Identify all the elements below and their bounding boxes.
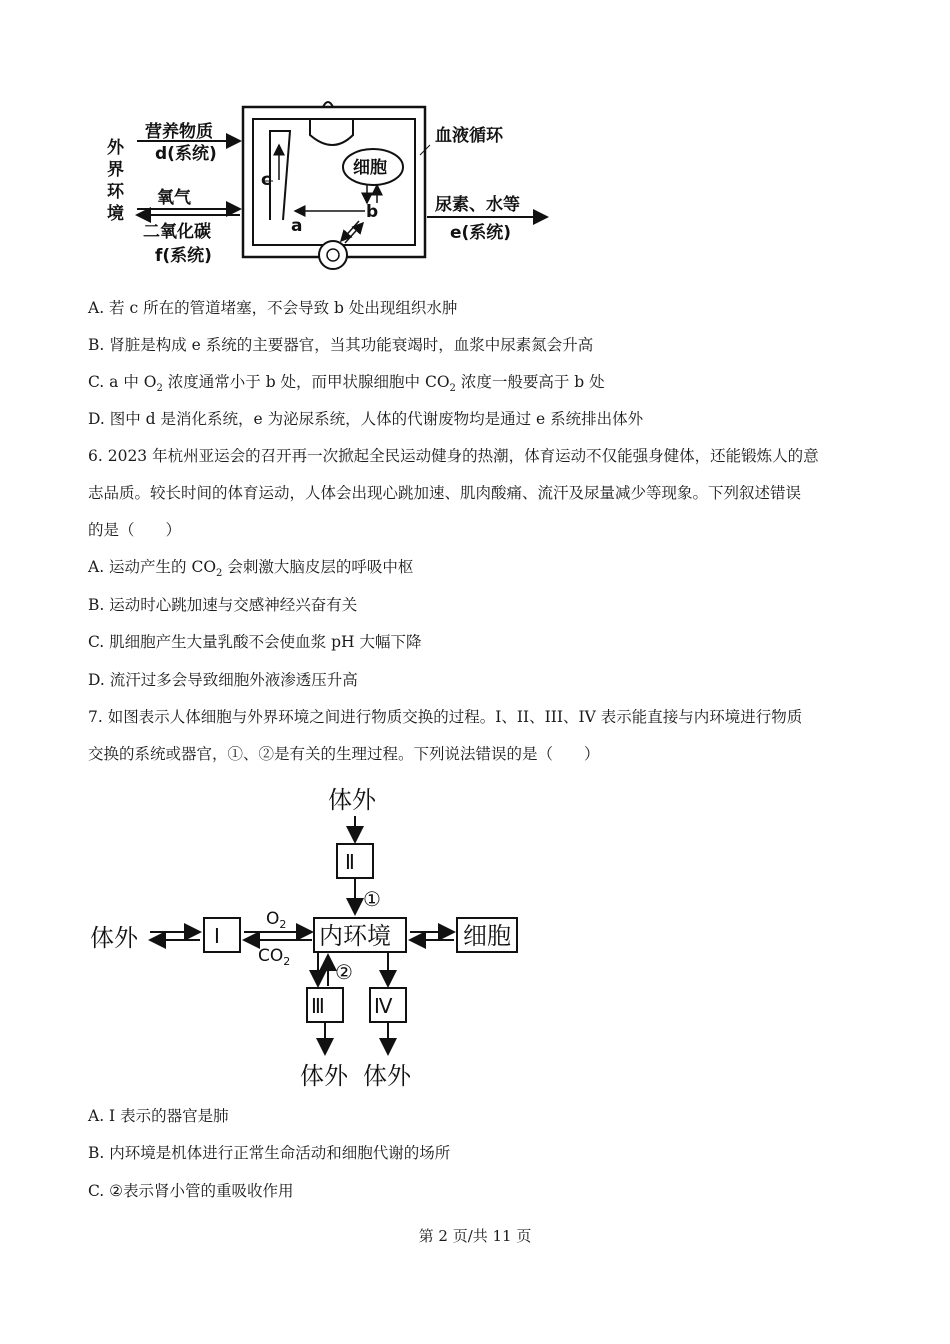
f-system-label: f(系统) xyxy=(155,246,212,266)
q7-option-c: C. ②表示肾小管的重吸收作用 xyxy=(88,1182,294,1200)
lymph-vessel-c xyxy=(270,131,290,220)
q7-stem-line-2: 交换的系统或器官，①、②是有关的生理过程。下列说法错误的是（ ） xyxy=(88,745,600,763)
body-fluid-exchange-diagram xyxy=(95,95,555,280)
outside-env-char-3: 环 xyxy=(107,182,124,202)
q7-option-b: B. 内环境是机体进行正常生命活动和细胞代谢的场所 xyxy=(88,1144,451,1162)
d-system-label: d(系统) xyxy=(155,144,217,164)
nutrients-label: 营养物质 xyxy=(145,122,213,142)
label-a: a xyxy=(291,216,303,236)
q6-option-b: B. 运动时心跳加速与交感神经兴奋有关 xyxy=(88,596,358,614)
q6-stem-line-2: 志品质。较长时间的体育运动，人体会出现心跳加速、肌肉酸痛、流汗及尿量减少等现象。下列叙述错误 xyxy=(88,484,802,502)
page-footer: 第 2 页/共 11 页 xyxy=(418,1227,532,1245)
label-b: b xyxy=(366,202,379,222)
q6-stem-line-3: 的是（ ） xyxy=(88,521,182,539)
internal-environment-diagram xyxy=(88,778,528,1093)
outside-env-char-4: 境 xyxy=(107,204,124,224)
process-1-label: ① xyxy=(363,887,381,911)
box-i-label: Ⅰ xyxy=(214,924,220,948)
q6-option-c: C. 肌细胞产生大量乳酸不会使血浆 pH 大幅下降 xyxy=(88,633,422,651)
box-iii-label: Ⅲ xyxy=(311,994,325,1018)
cell-label-2: 细胞 xyxy=(463,922,511,950)
oxygen-label: 氧气 xyxy=(157,188,191,208)
q7-option-a: A. I 表示的器官是肺 xyxy=(88,1107,229,1125)
blood-circulation-label: 血液循环 xyxy=(435,126,503,146)
outside-bottom-1: 体外 xyxy=(300,1062,348,1090)
q7-stem-line-1: 7. 如图表示人体细胞与外界环境之间进行物质交换的过程。I、II、III、IV 表示能直接与内环境进行物质 xyxy=(88,708,803,726)
outside-bottom-2: 体外 xyxy=(363,1062,411,1090)
q5-option-b: B. 肾脏是构成 e 系统的主要器官，当其功能衰竭时，血浆中尿素氮会升高 xyxy=(88,336,594,354)
box-ii-label: Ⅱ xyxy=(345,850,355,874)
box-i xyxy=(204,918,240,952)
process-2-label: ② xyxy=(335,960,353,984)
o2-label: O xyxy=(266,909,280,929)
q5-option-c: C. a 中 $O_2$ 浓度通常小于 b 处，而甲状腺细胞中 $CO_2$ 浓度一般要高于 b 处 xyxy=(88,373,605,395)
internal-environment-label: 内环境 xyxy=(319,922,391,950)
e-system-label: e(系统) xyxy=(450,223,512,243)
box-ii xyxy=(337,844,373,878)
q6-option-a: A. 运动产生的 $CO_2$ 会刺激大脑皮层的呼吸中枢 xyxy=(88,558,414,580)
outside-left: 体外 xyxy=(90,924,138,952)
capillary-circle xyxy=(319,241,347,269)
cell-label: 细胞 xyxy=(353,158,387,178)
co2-label: CO xyxy=(258,946,284,966)
q6-option-d: D. 流汗过多会导致细胞外液渗透压升高 xyxy=(88,671,358,689)
q5-option-d: D. 图中 d 是消化系统，e 为泌尿系统，人体的代谢废物均是通过 e 系统排出体外 xyxy=(88,410,644,428)
urea-water-label: 尿素、水等 xyxy=(435,195,520,215)
outside-env-char-1: 外 xyxy=(107,138,124,158)
outside-env-char-2: 界 xyxy=(107,160,124,180)
co2-label: 二氧化碳 xyxy=(143,222,211,242)
q5-option-a: A. 若 c 所在的管道堵塞，不会导致 b 处出现组织水肿 xyxy=(88,299,458,317)
svg-text:CO2: $CO_2$ xyxy=(258,946,291,968)
label-c: c xyxy=(261,170,272,190)
q6-stem-line-1: 6. 2023 年杭州亚运会的召开再一次掀起全民运动健身的热潮，体育运动不仅能强身健体，还能锻炼人的意 xyxy=(88,447,819,465)
outside-top: 体外 xyxy=(328,786,376,814)
box-iv-label: Ⅳ xyxy=(374,994,393,1018)
svg-text:O2: $O_2$ xyxy=(266,909,287,931)
